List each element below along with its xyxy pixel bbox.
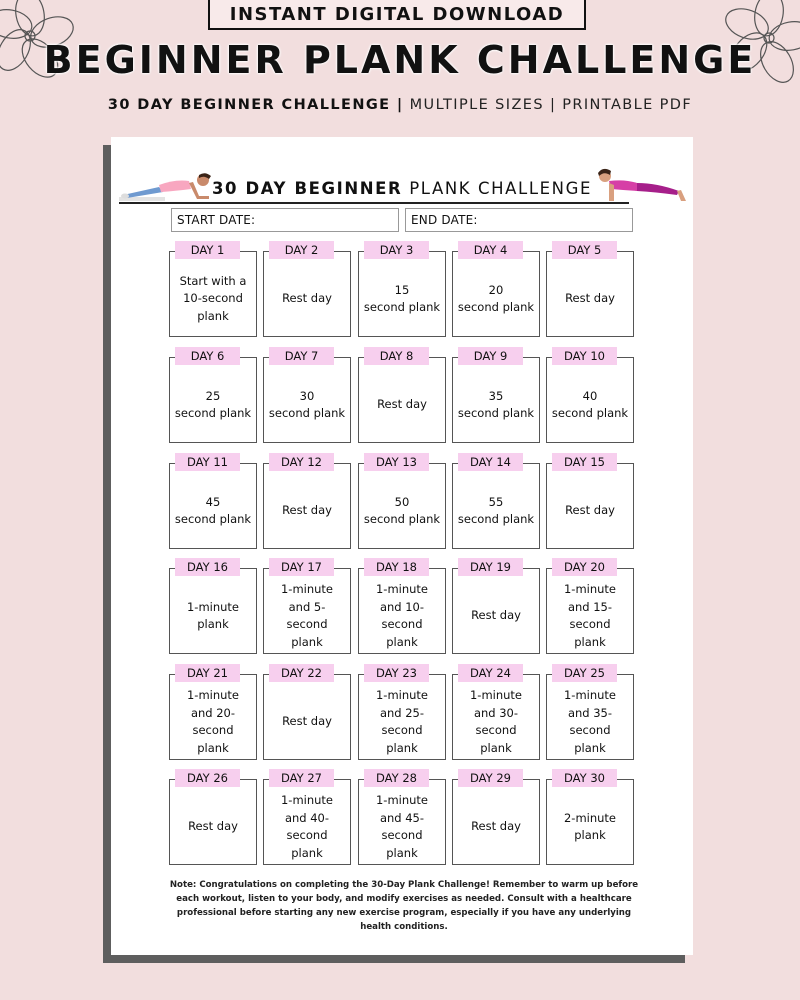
day-cell xyxy=(263,347,351,443)
day-exercise-text: 1-minute plank xyxy=(186,599,240,631)
day-exercise-text: 50 second plank xyxy=(363,494,441,526)
day-cell xyxy=(452,769,540,865)
day-exercise-text: 35 second plank xyxy=(457,388,535,420)
day-exercise-text: 2-minute plank xyxy=(563,810,617,842)
day-cell xyxy=(169,453,257,549)
day-label: DAY 22 xyxy=(269,664,334,682)
day-exercise-text: 1-minute and 15- second plank xyxy=(563,582,617,649)
day-exercise-text: Rest day xyxy=(471,608,521,623)
day-cell xyxy=(452,241,540,337)
day-label: DAY 9 xyxy=(458,347,523,365)
day-label: DAY 5 xyxy=(552,241,617,259)
day-cell xyxy=(169,241,257,337)
day-cell xyxy=(452,664,540,760)
day-cell xyxy=(169,769,257,865)
day-exercise-text: 1-minute and 45- second plank xyxy=(375,793,429,860)
subtitle-rest: MULTIPLE SIZES | PRINTABLE PDF xyxy=(403,97,693,113)
day-exercise-text: Rest day xyxy=(188,819,238,834)
day-exercise-text: 55 second plank xyxy=(457,494,535,526)
day-label: DAY 16 xyxy=(175,558,240,576)
day-exercise-text: 40 second plank xyxy=(551,388,629,420)
day-exercise-text: Rest day xyxy=(282,503,332,518)
day-exercise-text: Rest day xyxy=(565,503,615,518)
day-exercise-text: 20 second plank xyxy=(457,282,535,314)
day-label: DAY 28 xyxy=(364,769,429,787)
day-cell xyxy=(263,558,351,654)
day-label: DAY 18 xyxy=(364,558,429,576)
day-cell xyxy=(546,453,634,549)
day-exercise-text: Rest day xyxy=(471,819,521,834)
day-label: DAY 3 xyxy=(364,241,429,259)
sheet-note: Note: Congratulations on completing the 30-Day Plank Challenge! Remember to warm up before each workout, listen to your body, and modify exercises as needed. Consult with a healthcare professional before starting any new exercise program, especially if you have any underlying health conditions. xyxy=(169,880,639,932)
day-label: DAY 2 xyxy=(269,241,334,259)
day-label: DAY 24 xyxy=(458,664,523,682)
day-exercise-text: Rest day xyxy=(282,714,332,729)
day-exercise-text: 45 second plank xyxy=(174,494,252,526)
day-cell xyxy=(358,453,446,549)
day-cell xyxy=(452,453,540,549)
day-label: DAY 30 xyxy=(552,769,617,787)
day-exercise-text: 1-minute and 40- second plank xyxy=(280,793,334,860)
day-label: DAY 25 xyxy=(552,664,617,682)
day-cell xyxy=(546,558,634,654)
day-label: DAY 15 xyxy=(552,453,617,471)
day-label: DAY 1 xyxy=(175,241,240,259)
day-cell xyxy=(263,453,351,549)
day-label: DAY 4 xyxy=(458,241,523,259)
day-cell xyxy=(546,664,634,760)
day-label: DAY 13 xyxy=(364,453,429,471)
day-label: DAY 27 xyxy=(269,769,334,787)
day-cell xyxy=(546,241,634,337)
day-cell xyxy=(263,241,351,337)
day-cell xyxy=(358,558,446,654)
day-label: DAY 8 xyxy=(364,347,429,365)
day-exercise-text: 1-minute and 10- second plank xyxy=(375,582,429,649)
plank-figure-right-icon xyxy=(583,163,687,207)
day-cell xyxy=(263,769,351,865)
day-label: DAY 14 xyxy=(458,453,523,471)
day-exercise-text: 1-minute and 25- second plank xyxy=(375,688,429,755)
day-exercise-text: Rest day xyxy=(377,397,427,412)
day-exercise-text: Rest day xyxy=(565,291,615,306)
day-exercise-text: 25 second plank xyxy=(174,388,252,420)
start-date-field[interactable]: START DATE: xyxy=(171,208,399,232)
day-cell xyxy=(546,769,634,865)
day-cell xyxy=(169,558,257,654)
day-exercise-text: 15 second plank xyxy=(363,282,441,314)
page-title: BEGINNER PLANK CHALLENGE xyxy=(43,38,757,82)
day-label: DAY 6 xyxy=(175,347,240,365)
day-label: DAY 11 xyxy=(175,453,240,471)
day-label: DAY 17 xyxy=(269,558,334,576)
day-cell xyxy=(169,347,257,443)
day-label: DAY 19 xyxy=(458,558,523,576)
day-cell xyxy=(263,664,351,760)
day-exercise-text: 30 second plank xyxy=(268,388,346,420)
day-cell xyxy=(452,347,540,443)
day-label: DAY 20 xyxy=(552,558,617,576)
day-cell xyxy=(358,241,446,337)
day-label: DAY 21 xyxy=(175,664,240,682)
day-cell xyxy=(452,558,540,654)
day-cell xyxy=(358,347,446,443)
title-divider xyxy=(119,202,629,204)
day-exercise-text: 1-minute and 5- second plank xyxy=(280,582,334,649)
day-exercise-text: 1-minute and 20- second plank xyxy=(186,688,240,755)
day-exercise-text: 1-minute and 30- second plank xyxy=(469,688,523,755)
page-subtitle xyxy=(0,97,800,113)
sheet-title-rest: PLANK CHALLENGE xyxy=(402,179,593,198)
day-label: DAY 29 xyxy=(458,769,523,787)
end-date-field[interactable]: END DATE: xyxy=(405,208,633,232)
printable-sheet xyxy=(111,137,693,955)
day-label: DAY 10 xyxy=(552,347,617,365)
sheet-title-bold: 30 DAY BEGINNER xyxy=(211,179,403,198)
day-exercise-text: 1-minute and 35- second plank xyxy=(563,688,617,755)
day-label: DAY 26 xyxy=(175,769,240,787)
day-exercise-text: Rest day xyxy=(282,291,332,306)
day-exercise-text: Start with a 10-second plank xyxy=(179,273,247,323)
subtitle-bold: 30 DAY BEGINNER CHALLENGE | xyxy=(107,97,404,113)
day-cell xyxy=(358,664,446,760)
day-label: DAY 23 xyxy=(364,664,429,682)
day-cell xyxy=(546,347,634,443)
day-label: DAY 7 xyxy=(269,347,334,365)
day-label: DAY 12 xyxy=(269,453,334,471)
instant-download-badge: INSTANT DIGITAL DOWNLOAD xyxy=(208,0,586,30)
day-cell xyxy=(169,664,257,760)
day-cell xyxy=(358,769,446,865)
